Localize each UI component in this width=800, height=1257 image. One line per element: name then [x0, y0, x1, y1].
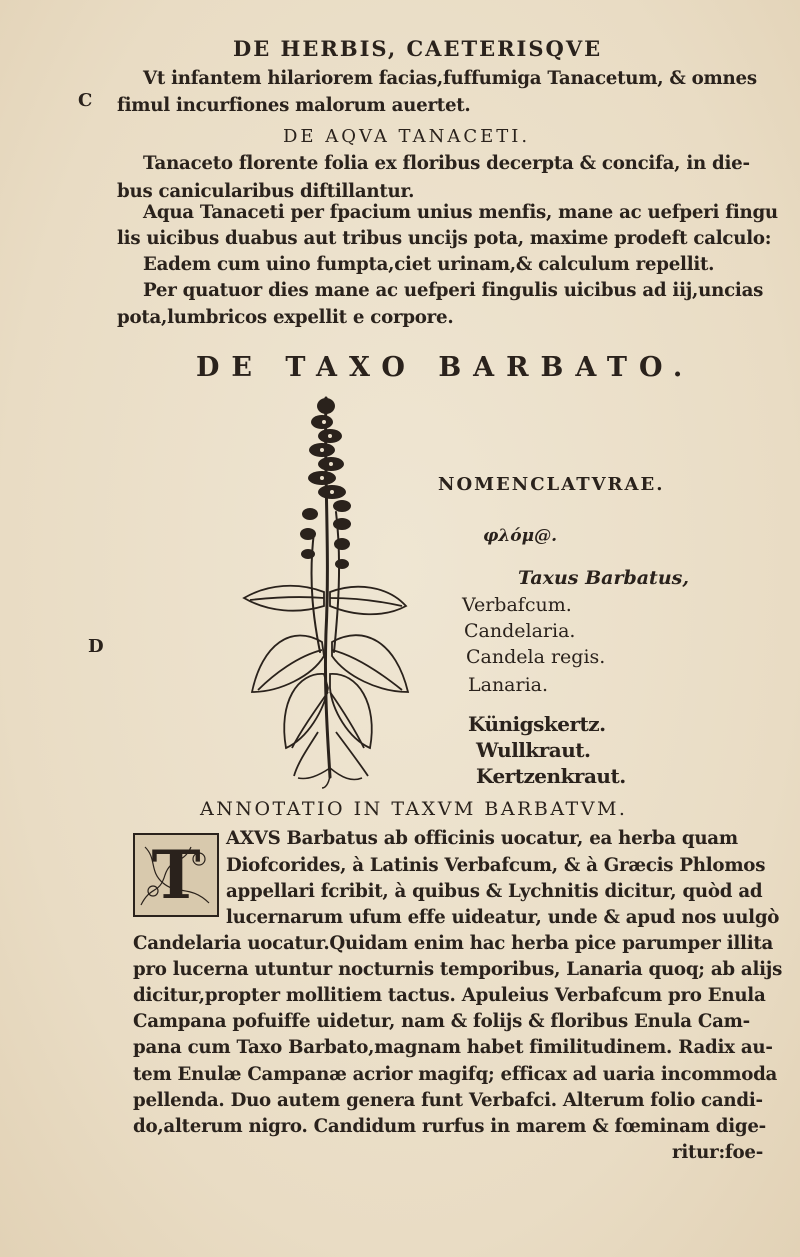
section-heading-aqua: DE AQVA TANACETI.: [283, 126, 531, 147]
catchword: ritur:foe-: [672, 1142, 763, 1163]
text-line: bus canicularibus diftillantur.: [117, 181, 415, 202]
greek-name: φλόμ@.: [483, 526, 558, 546]
verbascum-woodcut-illustration: [238, 392, 420, 790]
latin-name: Candela regis.: [466, 646, 606, 668]
text-line: lis uicibus duabus aut tribus uncijs pota, maxime prodeft calculo:: [117, 228, 772, 249]
text-line: pro lucerna utuntur nocturnis temporibus, Lanaria quoq; ab alijs: [133, 959, 783, 980]
text-line: lucernarum ufum effe uideatur, unde & apud nos uulgò: [226, 907, 780, 928]
margin-letter-c: C: [78, 90, 93, 111]
drop-cap-ornament: [133, 833, 219, 917]
text-line: Aqua Tanaceti per fpacium unius menfis, mane ac uefperi fingu: [143, 202, 778, 223]
text-line: Diofcorides, à Latinis Verbafcum, & à Græcis Phlomos: [226, 855, 766, 876]
text-line: tem Enulæ Campanæ acrior magifq; efficax ad uaria incommoda: [133, 1064, 778, 1085]
text-line: pana cum Taxo Barbato,magnam habet fimilitudinem. Radix au-: [133, 1037, 773, 1058]
latin-name: Lanaria.: [468, 674, 549, 696]
text-line: pota,lumbricos expellit e corpore.: [117, 307, 454, 328]
text-line: Vt infantem hilariorem facias,fuffumiga Tanacetum, & omnes: [143, 68, 757, 89]
chapter-title: DE TAXO BARBATO.: [196, 352, 695, 383]
text-line: Per quatuor dies mane ac uefperi fingulis uicibus ad iij,uncias: [143, 280, 764, 301]
text-line: appellari fcribit, à quibus & Lychnitis dicitur, quòd ad: [226, 881, 763, 902]
text-line: Eadem cum uino fumpta,ciet urinam,& calculum repellit.: [143, 254, 715, 275]
text-line: do,alterum nigro. Candidum rurfus in marem & fœminam dige-: [133, 1116, 766, 1137]
annotation-heading: ANNOTATIO IN TAXVM BARBATVM.: [200, 798, 628, 820]
text-line: Campana pofuiffe uidetur, nam & folijs & floribus Enula Cam-: [133, 1011, 750, 1032]
text-line: fimul incurfiones malorum auertet.: [117, 95, 471, 116]
text-line: pellenda. Duo autem genera funt Verbafci. Alterum folio candi-: [133, 1090, 763, 1111]
text-line: Tanaceto florente folia ex floribus decerpta & concifa, in die-: [143, 153, 750, 174]
german-name: Künigskertz.: [468, 712, 606, 736]
running-head: DE HERBIS, CAETERISQVE: [233, 36, 603, 61]
text-line: AXVS Barbatus ab officinis uocatur, ea herba quam: [226, 828, 738, 849]
german-name: Kertzenkraut.: [476, 764, 626, 788]
nomenclature-heading: NOMENCLATVRAE.: [438, 474, 665, 495]
latin-name: Taxus Barbatus,: [518, 567, 689, 589]
latin-name: Candelaria.: [464, 620, 576, 642]
text-line: Candelaria uocatur.Quidam enim hac herba pice parumper illita: [133, 933, 774, 954]
latin-name: Verbafcum.: [462, 594, 572, 616]
german-name: Wullkraut.: [476, 738, 591, 762]
margin-letter-d: D: [88, 636, 104, 657]
drop-cap-letter: T: [151, 836, 201, 914]
text-line: dicitur,propter mollitiem tactus. Apuleius Verbafcum pro Enula: [133, 985, 766, 1006]
